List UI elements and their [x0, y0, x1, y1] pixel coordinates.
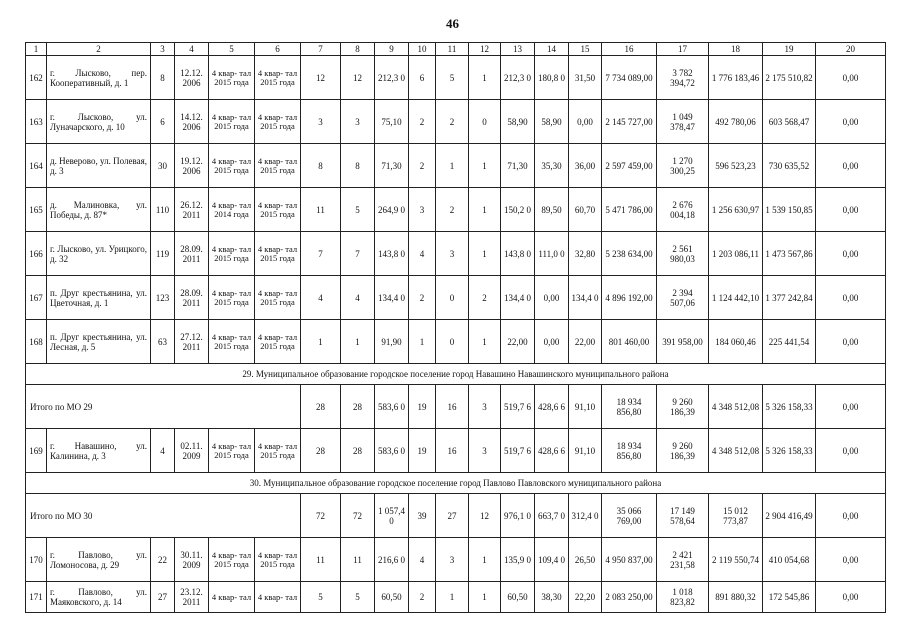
value-cell-c9: 143,8 0 — [375, 232, 409, 276]
value-cell-c9: 212,3 0 — [375, 56, 409, 100]
value-cell-c14: 35,30 — [535, 144, 569, 188]
row-number: 167 — [26, 276, 47, 320]
column-number-header: 5 — [209, 43, 255, 56]
planned-resettlement-date: 4 квар- тал — [209, 582, 255, 613]
table-row — [26, 56, 886, 100]
value-cell-c14: 180,8 0 — [535, 56, 569, 100]
value-cell-c17: 2 394 507,06 — [657, 276, 709, 320]
table-row — [26, 276, 886, 320]
value-cell-c20: 0,00 — [816, 144, 886, 188]
value-cell-c15: 22,20 — [569, 582, 602, 613]
value-cell-c13: 135,9 0 — [501, 538, 535, 582]
value-cell-c20: 0,00 — [816, 582, 886, 613]
value-cell-c17: 9 260 186,39 — [657, 429, 709, 473]
recognition-date: 28.09. 2011 — [175, 232, 209, 276]
value-cell-c19: 1 473 567,86 — [763, 232, 816, 276]
value-cell-c19: 172 545,86 — [763, 582, 816, 613]
value-cell-c14: 428,6 6 — [535, 429, 569, 473]
value-cell-c7: 12 — [301, 56, 341, 100]
value-cell-c13: 143,8 0 — [501, 232, 535, 276]
planned-resettlement-date: 4 квар- тал 2015 года — [209, 320, 255, 364]
table-row — [26, 232, 886, 276]
value-cell-c12: 1 — [469, 320, 501, 364]
value-cell-c10: 2 — [409, 582, 436, 613]
value-cell-c17: 391 958,00 — [657, 320, 709, 364]
value-cell-c7: 4 — [301, 276, 341, 320]
document-number: 110 — [151, 188, 175, 232]
column-number-header: 10 — [409, 43, 436, 56]
value-cell-c15: 60,70 — [569, 188, 602, 232]
value-cell-c12: 1 — [469, 144, 501, 188]
value-cell-c20: 0,00 — [816, 188, 886, 232]
subtotal-row — [26, 494, 886, 538]
value-cell-c19: 730 635,52 — [763, 144, 816, 188]
planned-demolition-date: 4 квар- тал 2015 года — [255, 100, 301, 144]
value-cell-c14: 0,00 — [535, 320, 569, 364]
value-cell-c10: 4 — [409, 538, 436, 582]
value-cell-c7: 5 — [301, 582, 341, 613]
value-cell-c18: 891 880,32 — [709, 582, 763, 613]
subtotal-c17: 17 149 578,64 — [657, 494, 709, 538]
value-cell-c20: 0,00 — [816, 429, 886, 473]
planned-demolition-date: 4 квар- тал 2015 года — [255, 232, 301, 276]
planned-resettlement-date: 4 квар- тал 2015 года — [209, 276, 255, 320]
column-number-header: 1 — [26, 43, 47, 56]
value-cell-c10: 2 — [409, 276, 436, 320]
recognition-date: 14.12. 2006 — [175, 100, 209, 144]
value-cell-c8: 5 — [341, 188, 375, 232]
value-cell-c9: 60,50 — [375, 582, 409, 613]
column-number-header: 12 — [469, 43, 501, 56]
recognition-date: 23.12. 2011 — [175, 582, 209, 613]
section-caption-row — [26, 473, 886, 494]
subtotal-c8: 72 — [341, 494, 375, 538]
house-address: г. Навашино, ул. Калинина, д. 3 — [47, 429, 151, 473]
value-cell-c12: 1 — [469, 232, 501, 276]
subtotal-c9: 1 057,4 0 — [375, 494, 409, 538]
value-cell-c13: 212,3 0 — [501, 56, 535, 100]
value-cell-c9: 75,10 — [375, 100, 409, 144]
value-cell-c15: 31,50 — [569, 56, 602, 100]
column-number-header: 20 — [816, 43, 886, 56]
column-number-header: 14 — [535, 43, 569, 56]
column-number-header: 11 — [436, 43, 469, 56]
value-cell-c18: 184 060,46 — [709, 320, 763, 364]
value-cell-c18: 1 776 183,46 — [709, 56, 763, 100]
row-number: 170 — [26, 538, 47, 582]
value-cell-c12: 1 — [469, 582, 501, 613]
recognition-date: 28.09. 2011 — [175, 276, 209, 320]
value-cell-c13: 150,2 0 — [501, 188, 535, 232]
table-row — [26, 429, 886, 473]
subtotal-label: Итого по МО 29 — [26, 385, 301, 429]
column-number-header: 15 — [569, 43, 602, 56]
value-cell-c13: 60,50 — [501, 582, 535, 613]
value-cell-c15: 134,4 0 — [569, 276, 602, 320]
value-cell-c20: 0,00 — [816, 56, 886, 100]
column-number-header: 7 — [301, 43, 341, 56]
value-cell-c10: 3 — [409, 188, 436, 232]
value-cell-c18: 1 203 086,11 — [709, 232, 763, 276]
document-number: 4 — [151, 429, 175, 473]
value-cell-c11: 3 — [436, 232, 469, 276]
subtotal-c16: 18 934 856,80 — [602, 385, 657, 429]
value-cell-c15: 26,50 — [569, 538, 602, 582]
value-cell-c16: 4 950 837,00 — [602, 538, 657, 582]
value-cell-c11: 2 — [436, 100, 469, 144]
house-address: г. Павлово, ул. Маяковского, д. 14 — [47, 582, 151, 613]
table-row — [26, 538, 886, 582]
column-number-header: 17 — [657, 43, 709, 56]
value-cell-c10: 6 — [409, 56, 436, 100]
section-caption: 29. Муниципальное образование городское поселение город Навашино Навашинского муниципального района — [26, 364, 886, 385]
house-address: д. Малиновка, ул. Победы, д. 87* — [47, 188, 151, 232]
value-cell-c8: 7 — [341, 232, 375, 276]
value-cell-c9: 216,6 0 — [375, 538, 409, 582]
subtotal-label: Итого по МО 30 — [26, 494, 301, 538]
value-cell-c17: 2 561 980,03 — [657, 232, 709, 276]
document-number: 22 — [151, 538, 175, 582]
value-cell-c19: 1 539 150,85 — [763, 188, 816, 232]
planned-demolition-date: 4 квар- тал 2015 года — [255, 188, 301, 232]
value-cell-c9: 71,30 — [375, 144, 409, 188]
value-cell-c19: 603 568,47 — [763, 100, 816, 144]
value-cell-c7: 3 — [301, 100, 341, 144]
value-cell-c13: 71,30 — [501, 144, 535, 188]
value-cell-c8: 1 — [341, 320, 375, 364]
value-cell-c8: 11 — [341, 538, 375, 582]
column-number-header: 2 — [47, 43, 151, 56]
value-cell-c18: 492 780,06 — [709, 100, 763, 144]
column-number-header: 9 — [375, 43, 409, 56]
subtotal-c13: 519,7 6 — [501, 385, 535, 429]
row-number: 162 — [26, 56, 47, 100]
value-cell-c10: 19 — [409, 429, 436, 473]
planned-resettlement-date: 4 квар- тал 2015 года — [209, 144, 255, 188]
value-cell-c15: 36,00 — [569, 144, 602, 188]
value-cell-c7: 7 — [301, 232, 341, 276]
value-cell-c11: 2 — [436, 188, 469, 232]
subtotal-c7: 72 — [301, 494, 341, 538]
value-cell-c10: 2 — [409, 100, 436, 144]
planned-resettlement-date: 4 квар- тал 2014 года — [209, 188, 255, 232]
value-cell-c15: 91,10 — [569, 429, 602, 473]
value-cell-c18: 2 119 550,74 — [709, 538, 763, 582]
planned-demolition-date: 4 квар- тал 2015 года — [255, 276, 301, 320]
value-cell-c8: 4 — [341, 276, 375, 320]
subtotal-c13: 976,1 0 — [501, 494, 535, 538]
value-cell-c19: 1 377 242,84 — [763, 276, 816, 320]
column-number-header: 8 — [341, 43, 375, 56]
house-address: г. Павлово, ул. Ломоносова, д. 29 — [47, 538, 151, 582]
value-cell-c9: 264,9 0 — [375, 188, 409, 232]
row-number: 163 — [26, 100, 47, 144]
value-cell-c16: 18 934 856,80 — [602, 429, 657, 473]
house-address: п. Друг крестьянина, ул. Лесная, д. 5 — [47, 320, 151, 364]
value-cell-c11: 16 — [436, 429, 469, 473]
value-cell-c12: 2 — [469, 276, 501, 320]
value-cell-c13: 58,90 — [501, 100, 535, 144]
value-cell-c18: 1 124 442,10 — [709, 276, 763, 320]
value-cell-c11: 0 — [436, 276, 469, 320]
value-cell-c18: 596 523,23 — [709, 144, 763, 188]
value-cell-c12: 3 — [469, 429, 501, 473]
value-cell-c10: 4 — [409, 232, 436, 276]
planned-demolition-date: 4 квар- тал 2015 года — [255, 538, 301, 582]
value-cell-c13: 134,4 0 — [501, 276, 535, 320]
subtotal-c19: 2 904 416,49 — [763, 494, 816, 538]
section-caption: 30. Муниципальное образование городское поселение город Павлово Павловского муниципального района — [26, 473, 886, 494]
column-number-header: 13 — [501, 43, 535, 56]
value-cell-c20: 0,00 — [816, 538, 886, 582]
house-address: г. Лысково, пер. Кооперативный, д. 1 — [47, 56, 151, 100]
subtotal-c10: 39 — [409, 494, 436, 538]
table-body — [26, 43, 886, 613]
column-number-header: 18 — [709, 43, 763, 56]
value-cell-c11: 1 — [436, 582, 469, 613]
subtotal-c7: 28 — [301, 385, 341, 429]
document-number: 119 — [151, 232, 175, 276]
table-row — [26, 100, 886, 144]
value-cell-c16: 2 597 459,00 — [602, 144, 657, 188]
recognition-date: 27.12. 2011 — [175, 320, 209, 364]
value-cell-c14: 38,30 — [535, 582, 569, 613]
planned-resettlement-date: 4 квар- тал 2015 года — [209, 232, 255, 276]
value-cell-c9: 583,6 0 — [375, 429, 409, 473]
subtotal-c15: 91,10 — [569, 385, 602, 429]
value-cell-c18: 1 256 630,97 — [709, 188, 763, 232]
house-address: д. Неверово, ул. Полевая, д. 3 — [47, 144, 151, 188]
value-cell-c8: 28 — [341, 429, 375, 473]
row-number: 164 — [26, 144, 47, 188]
housing-program-table — [25, 42, 886, 613]
row-number: 166 — [26, 232, 47, 276]
value-cell-c12: 1 — [469, 538, 501, 582]
section-caption-row — [26, 364, 886, 385]
table-row — [26, 320, 886, 364]
value-cell-c15: 22,00 — [569, 320, 602, 364]
planned-resettlement-date: 4 квар- тал 2015 года — [209, 56, 255, 100]
value-cell-c16: 4 896 192,00 — [602, 276, 657, 320]
house-address: г. Лысково, ул. Урицкого, д. 32 — [47, 232, 151, 276]
row-number: 168 — [26, 320, 47, 364]
value-cell-c9: 91,90 — [375, 320, 409, 364]
row-number: 169 — [26, 429, 47, 473]
value-cell-c20: 0,00 — [816, 232, 886, 276]
document-number: 8 — [151, 56, 175, 100]
recognition-date: 02.11. 2009 — [175, 429, 209, 473]
table-row — [26, 144, 886, 188]
planned-resettlement-date: 4 квар- тал 2015 года — [209, 100, 255, 144]
value-cell-c19: 2 175 510,82 — [763, 56, 816, 100]
value-cell-c11: 3 — [436, 538, 469, 582]
value-cell-c17: 1 270 300,25 — [657, 144, 709, 188]
subtotal-c11: 16 — [436, 385, 469, 429]
subtotal-c17: 9 260 186,39 — [657, 385, 709, 429]
document-number: 123 — [151, 276, 175, 320]
value-cell-c12: 0 — [469, 100, 501, 144]
value-cell-c16: 7 734 089,00 — [602, 56, 657, 100]
value-cell-c20: 0,00 — [816, 100, 886, 144]
value-cell-c14: 58,90 — [535, 100, 569, 144]
value-cell-c17: 1 049 378,47 — [657, 100, 709, 144]
value-cell-c16: 801 460,00 — [602, 320, 657, 364]
value-cell-c17: 3 782 394,72 — [657, 56, 709, 100]
house-address: п. Друг крестьянина, ул. Цветочная, д. 1 — [47, 276, 151, 320]
value-cell-c9: 134,4 0 — [375, 276, 409, 320]
subtotal-c18: 4 348 512,08 — [709, 385, 763, 429]
value-cell-c19: 410 054,68 — [763, 538, 816, 582]
value-cell-c14: 89,50 — [535, 188, 569, 232]
subtotal-row — [26, 385, 886, 429]
value-cell-c15: 32,80 — [569, 232, 602, 276]
value-cell-c14: 109,4 0 — [535, 538, 569, 582]
value-cell-c18: 4 348 512,08 — [709, 429, 763, 473]
value-cell-c7: 11 — [301, 538, 341, 582]
document-number: 6 — [151, 100, 175, 144]
planned-demolition-date: 4 квар- тал — [255, 582, 301, 613]
recognition-date: 26.12. 2011 — [175, 188, 209, 232]
planned-demolition-date: 4 квар- тал 2015 года — [255, 144, 301, 188]
value-cell-c20: 0,00 — [816, 276, 886, 320]
value-cell-c17: 2 421 231,58 — [657, 538, 709, 582]
value-cell-c20: 0,00 — [816, 320, 886, 364]
house-address: г. Лысково, ул. Луначарского, д. 10 — [47, 100, 151, 144]
value-cell-c19: 225 441,54 — [763, 320, 816, 364]
subtotal-c18: 15 012 773,87 — [709, 494, 763, 538]
subtotal-c16: 35 066 769,00 — [602, 494, 657, 538]
planned-demolition-date: 4 квар- тал 2015 года — [255, 56, 301, 100]
value-cell-c7: 11 — [301, 188, 341, 232]
value-cell-c16: 5 238 634,00 — [602, 232, 657, 276]
subtotal-c12: 3 — [469, 385, 501, 429]
value-cell-c17: 1 018 823,82 — [657, 582, 709, 613]
subtotal-c10: 19 — [409, 385, 436, 429]
value-cell-c10: 2 — [409, 144, 436, 188]
recognition-date: 12.12. 2006 — [175, 56, 209, 100]
planned-resettlement-date: 4 квар- тал 2015 года — [209, 538, 255, 582]
document-number: 63 — [151, 320, 175, 364]
column-number-header: 16 — [602, 43, 657, 56]
value-cell-c7: 8 — [301, 144, 341, 188]
header-row — [26, 43, 886, 56]
table-row — [26, 188, 886, 232]
document-number: 30 — [151, 144, 175, 188]
value-cell-c12: 1 — [469, 56, 501, 100]
page-number: 46 — [446, 16, 459, 31]
column-number-header: 4 — [175, 43, 209, 56]
value-cell-c11: 5 — [436, 56, 469, 100]
subtotal-c11: 27 — [436, 494, 469, 538]
subtotal-c9: 583,6 0 — [375, 385, 409, 429]
value-cell-c16: 2 145 727,00 — [602, 100, 657, 144]
value-cell-c15: 0,00 — [569, 100, 602, 144]
column-number-header: 19 — [763, 43, 816, 56]
value-cell-c14: 111,0 0 — [535, 232, 569, 276]
value-cell-c13: 519,7 6 — [501, 429, 535, 473]
subtotal-c20: 0,00 — [816, 494, 886, 538]
subtotal-c20: 0,00 — [816, 385, 886, 429]
value-cell-c16: 5 471 786,00 — [602, 188, 657, 232]
planned-resettlement-date: 4 квар- тал 2015 года — [209, 429, 255, 473]
row-number: 165 — [26, 188, 47, 232]
value-cell-c10: 1 — [409, 320, 436, 364]
column-number-header: 3 — [151, 43, 175, 56]
subtotal-c14: 663,7 0 — [535, 494, 569, 538]
recognition-date: 30.11. 2009 — [175, 538, 209, 582]
value-cell-c16: 2 083 250,00 — [602, 582, 657, 613]
recognition-date: 19.12. 2006 — [175, 144, 209, 188]
value-cell-c8: 5 — [341, 582, 375, 613]
value-cell-c11: 0 — [436, 320, 469, 364]
subtotal-c12: 12 — [469, 494, 501, 538]
planned-demolition-date: 4 квар- тал 2015 года — [255, 320, 301, 364]
value-cell-c17: 2 676 004,18 — [657, 188, 709, 232]
subtotal-c15: 312,4 0 — [569, 494, 602, 538]
value-cell-c7: 1 — [301, 320, 341, 364]
value-cell-c19: 5 326 158,33 — [763, 429, 816, 473]
value-cell-c7: 28 — [301, 429, 341, 473]
subtotal-c19: 5 326 158,33 — [763, 385, 816, 429]
value-cell-c8: 3 — [341, 100, 375, 144]
value-cell-c14: 0,00 — [535, 276, 569, 320]
document-number: 27 — [151, 582, 175, 613]
value-cell-c8: 8 — [341, 144, 375, 188]
value-cell-c12: 1 — [469, 188, 501, 232]
value-cell-c11: 1 — [436, 144, 469, 188]
table-row — [26, 582, 886, 613]
column-number-header: 6 — [255, 43, 301, 56]
subtotal-c8: 28 — [341, 385, 375, 429]
value-cell-c13: 22,00 — [501, 320, 535, 364]
subtotal-c14: 428,6 6 — [535, 385, 569, 429]
row-number: 171 — [26, 582, 47, 613]
value-cell-c8: 12 — [341, 56, 375, 100]
planned-demolition-date: 4 квар- тал 2015 года — [255, 429, 301, 473]
